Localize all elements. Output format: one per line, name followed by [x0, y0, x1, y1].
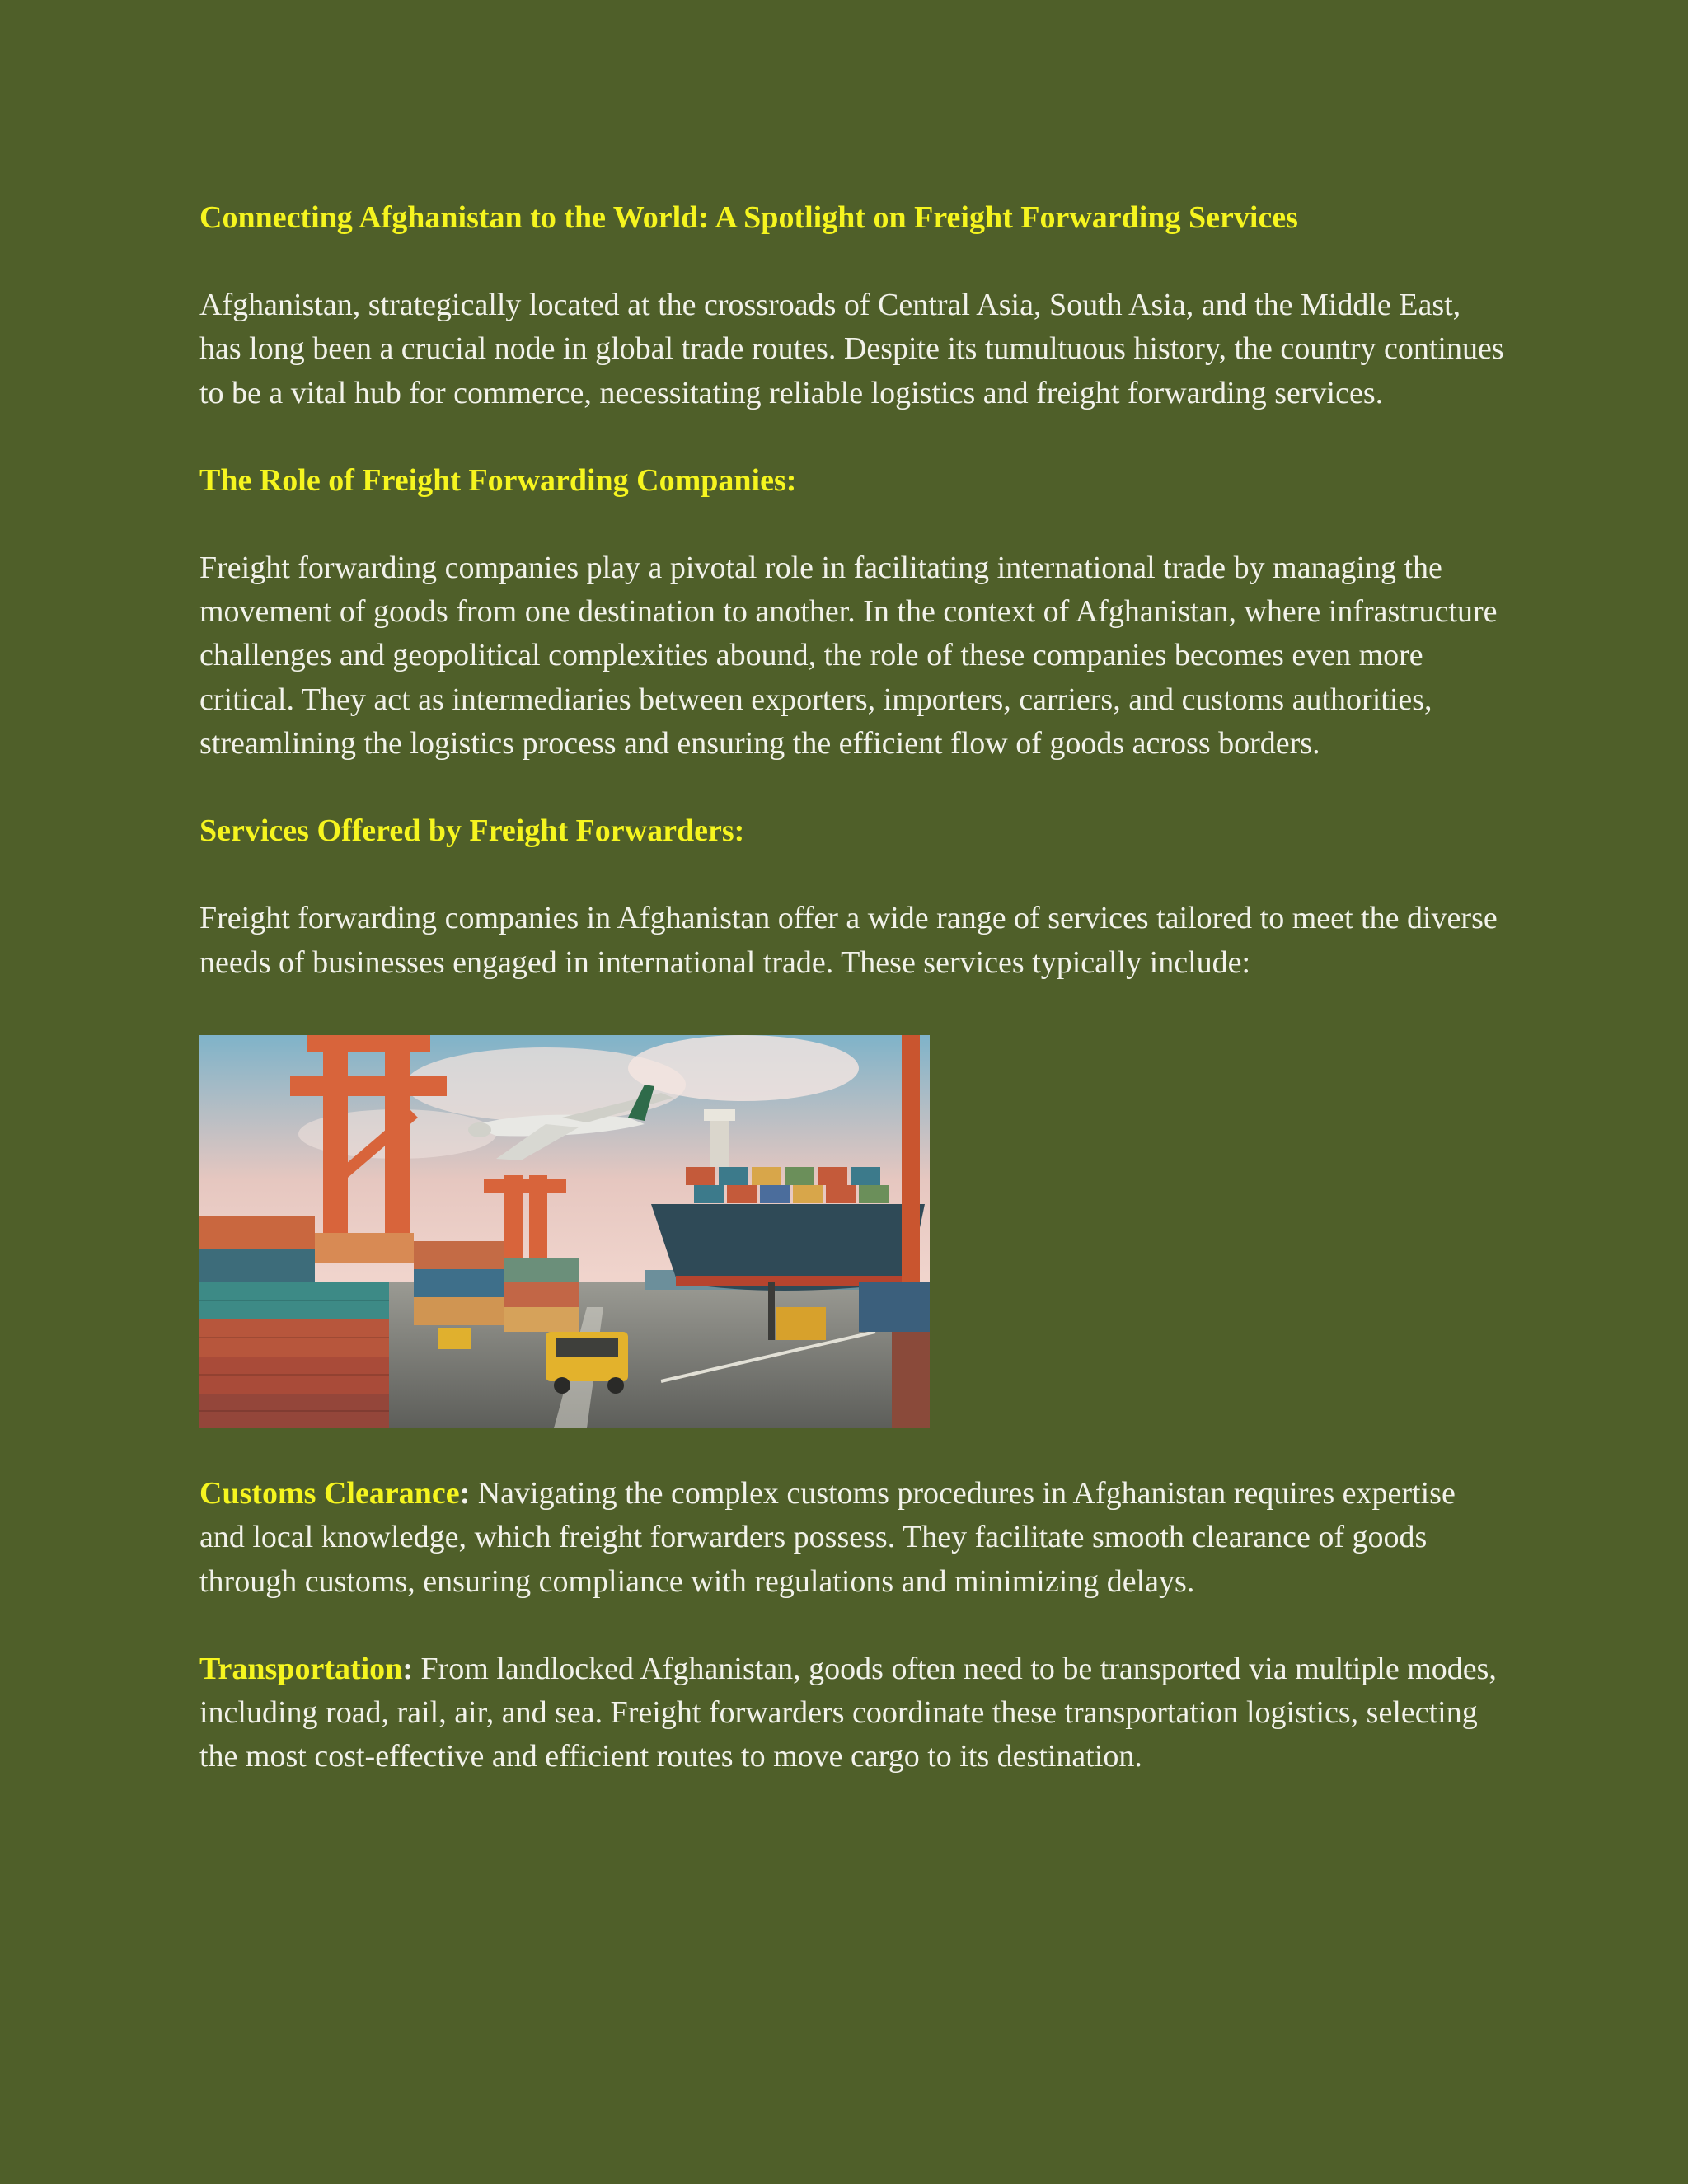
customs-label: Customs Clearance: [199, 1475, 460, 1511]
transportation-paragraph: [199, 1647, 1507, 1779]
transportation-colon: :: [402, 1651, 413, 1686]
role-paragraph: Freight forwarding companies play a pivotal role in facilitating international trade by managing the movement of goods from one destination to another. In the context of Afghanistan, where infrastructure challenges and geopolitical complexities abound, the role of these companies becomes even more critical. They act as intermediaries between exporters, importers, carriers, and customs authorities, streamlining the logistics process and ensuring the efficient flow of goods across borders.: [199, 550, 1498, 762]
services-paragraph: Freight forwarding companies in Afghanistan offer a wide range of services tailored to meet the diverse needs of businesses engaged in international trade. These services typically include:: [199, 901, 1498, 980]
intro-paragraph: Afghanistan, strategically located at the crossroads of Central Asia, South Asia, and the Middle East, has long been a crucial node in global trade routes. Despite its tumultuous history, the country continues to be a vital hub for commerce, necessitating reliable logistics and freight forwarding services.: [199, 288, 1504, 410]
logistics-port-illustration: [199, 1035, 930, 1428]
role-heading: The Role of Freight Forwarding Companies:: [199, 462, 797, 498]
transportation-label: Transportation: [199, 1651, 403, 1686]
customs-body: Navigating the complex customs procedures in Afghanistan requires expertise and local knowledge, which freight forwarders possess. They facilitate smooth clearance of goods through customs, ensuring compliance with regulations and minimizing delays.: [199, 1475, 1456, 1599]
customs-paragraph: [199, 1472, 1507, 1604]
customs-colon: :: [459, 1475, 471, 1511]
transportation-body: From landlocked Afghanistan, goods often need to be transported via multiple modes, including road, rail, air, and sea. Freight forwarders coordinate these transportation logistics, selecting the most cost-effective and efficient routes to move cargo to its destination.: [199, 1651, 1497, 1774]
services-heading: Services Offered by Freight Forwarders:: [199, 813, 745, 849]
page-title: Connecting Afghanistan to the World: A Spotlight on Freight Forwarding Services: [199, 200, 1298, 235]
